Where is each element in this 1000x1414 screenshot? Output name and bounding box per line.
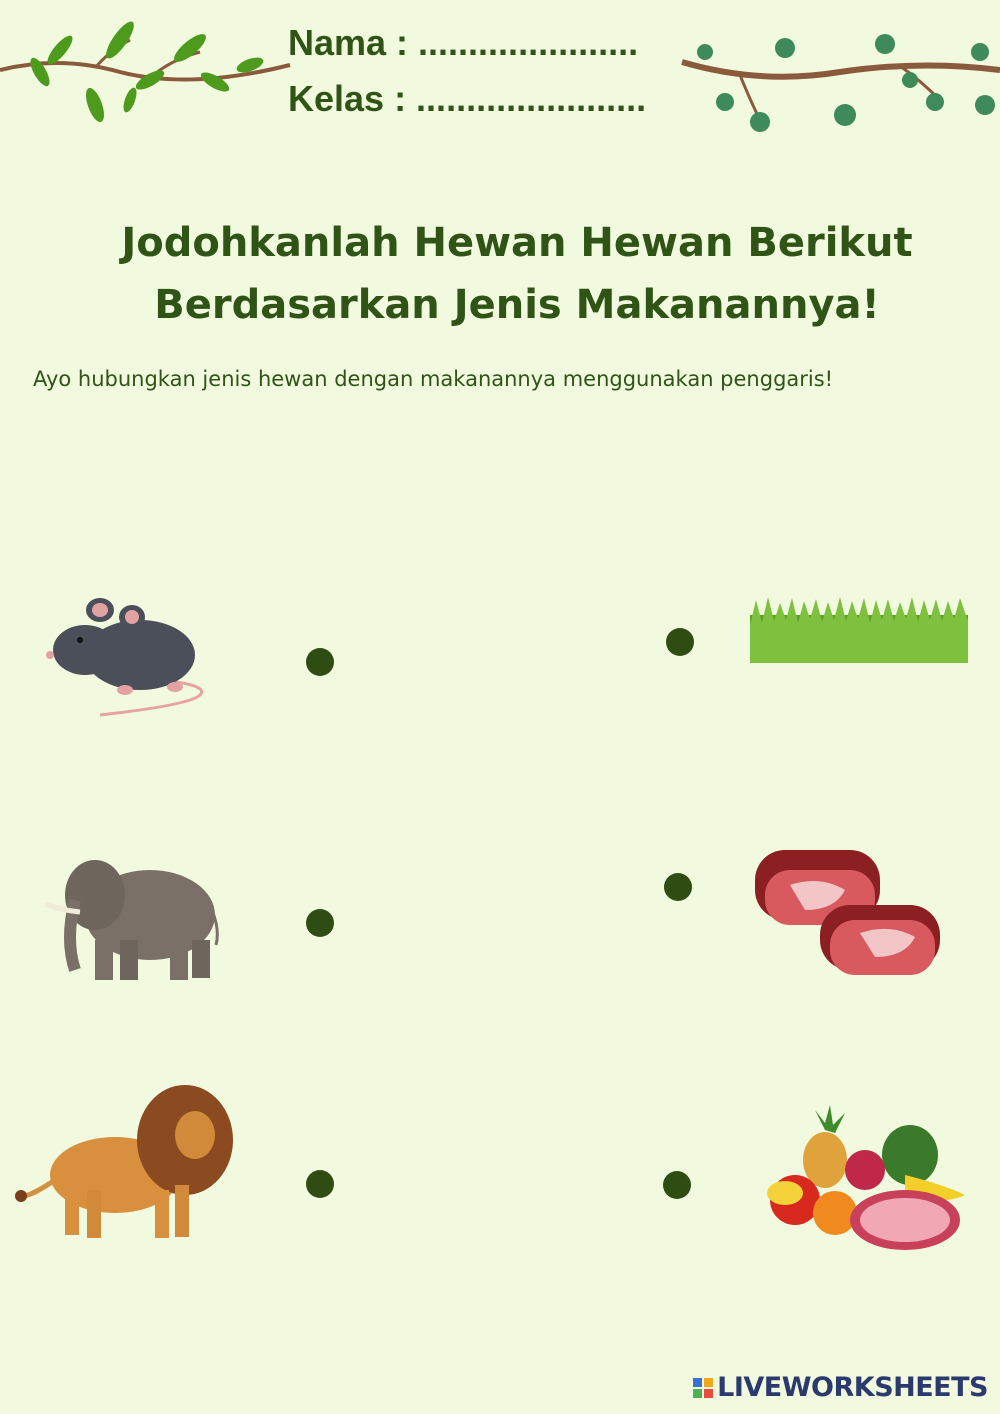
elephant-connector-dot[interactable]: [306, 909, 334, 937]
meat-connector-dot[interactable]: [664, 873, 692, 901]
grass-image: [750, 595, 968, 663]
grass-connector-dot[interactable]: [666, 628, 694, 656]
lion-image: [15, 1080, 235, 1245]
fruits-and-meat-image: [765, 1105, 970, 1260]
mouse-connector-dot[interactable]: [306, 648, 334, 676]
right-branch-decoration: [680, 30, 1000, 145]
name-field[interactable]: Nama : ......................: [288, 22, 639, 63]
elephant-image: [40, 840, 220, 985]
page-title: [0, 212, 1000, 336]
fruits-and-meat-connector-dot[interactable]: [663, 1171, 691, 1199]
lion-connector-dot[interactable]: [306, 1170, 334, 1198]
class-field[interactable]: Kelas : .......................: [288, 78, 647, 119]
title-line-2: Berdasarkan Jenis Makanannya!: [154, 282, 880, 328]
instruction-text: Ayo hubungkan jenis hewan dengan makanannya menggunakan penggaris!: [33, 367, 834, 391]
left-branch-decoration: [0, 10, 300, 125]
mouse-image: [40, 595, 210, 720]
meat-image: [750, 835, 945, 980]
liveworksheets-brand[interactable]: [693, 1372, 988, 1403]
title-line-1: Jodohkanlah Hewan Hewan Berikut: [121, 220, 913, 266]
liveworksheets-logo-icon: [693, 1378, 713, 1398]
brand-text: LIVEWORKSHEETS: [717, 1372, 988, 1403]
